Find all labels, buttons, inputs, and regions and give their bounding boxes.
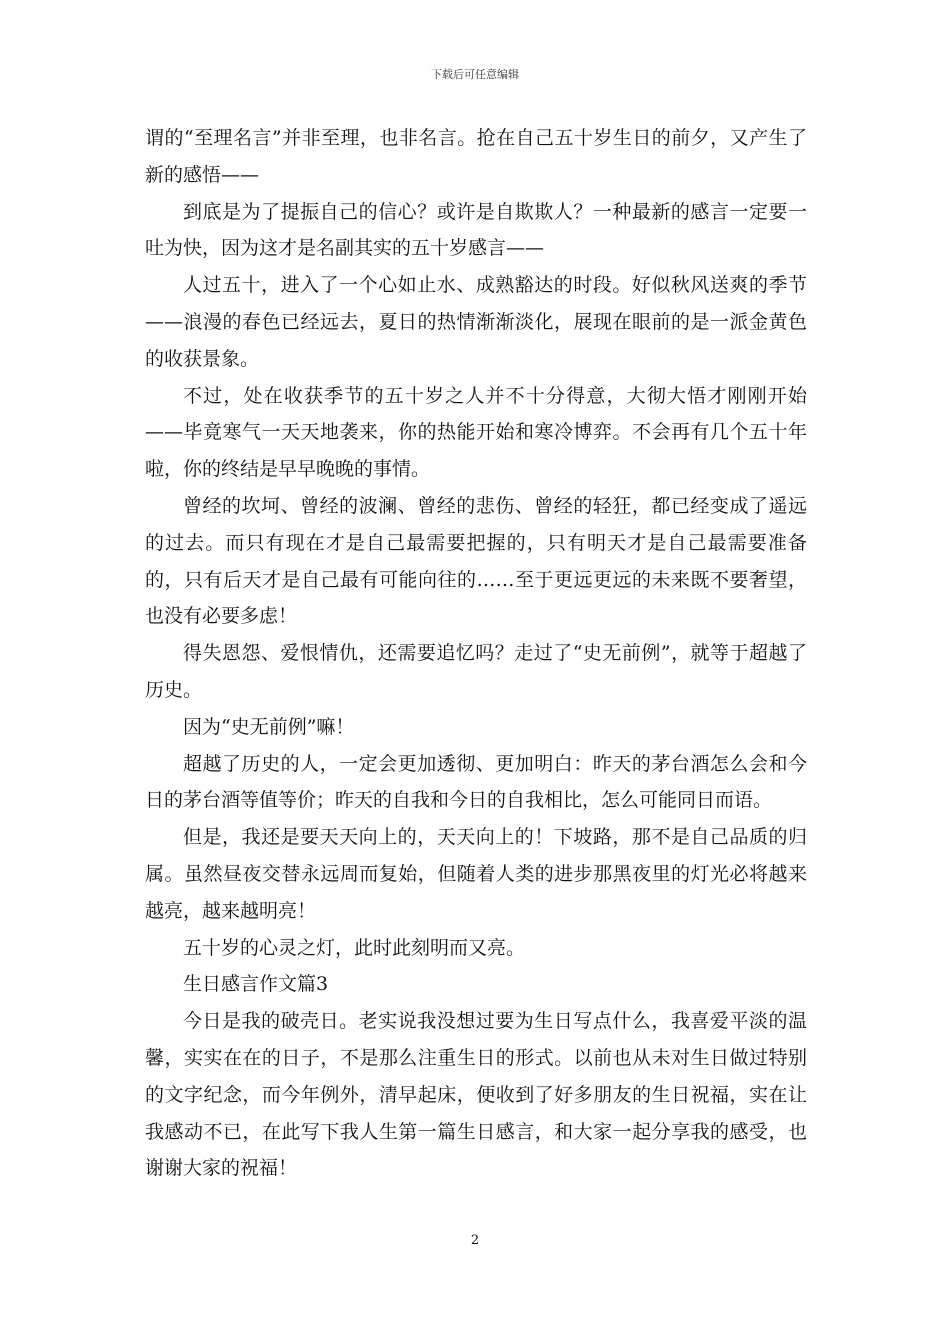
- paragraph: 不过，处在收获季节的五十岁之人并不十分得意，大彻大悟才刚刚开始——毕竟寒气一天天地袭来，你的热能开始和寒冷博弈。不会再有几个五十年啦，你的终结是早早晚晚的事情。: [145, 384, 807, 481]
- section-heading: 生日感言作文篇3: [183, 973, 329, 996]
- document-body: [145, 120, 807, 1187]
- paragraph: 超越了历史的人，一定会更加透彻、更加明白：昨天的茅台酒怎么会和今日的茅台酒等值等价；昨天的自我和今日的自我相比，怎么可能同日而语。: [145, 752, 807, 812]
- paragraph-continuation: 谓的“至理名言”并非至理，也非名言。抢在自己五十岁生日的前夕，又产生了新的感悟——: [145, 127, 807, 186]
- paragraph: 人过五十，进入了一个心如止水、成熟豁达的时段。好似秋风送爽的季节——浪漫的春色已经远去，夏日的热情渐渐淡化，展现在眼前的是一派金黄色的收获景象。: [145, 274, 807, 370]
- paragraph: 到底是为了提振自己的信心？或许是自欺欺人？一种最新的感言一定要一吐为快，因为这才是名副其实的五十岁感言——: [145, 200, 807, 260]
- page-header: 下载后可任意编辑: [431, 68, 519, 81]
- paragraph: 得失恩怨、爱恨情仇，还需要追忆吗？走过了“史无前例”，就等于超越了历史。: [145, 642, 807, 701]
- paragraph: 但是，我还是要天天向上的，天天向上的！下坡路，那不是自己品质的归属。虽然昼夜交替永远周而复始，但随着人类的进步那黑夜里的灯光必将越来越亮，越来越明亮！: [145, 826, 807, 922]
- paragraph: 五十岁的心灵之灯，此时此刻明而又亮。: [183, 936, 526, 959]
- paragraph: 因为“史无前例”嘛！: [183, 715, 355, 738]
- paragraph: 曾经的坎坷、曾经的波澜、曾经的悲伤、曾经的轻狂，都已经变成了遥远的过去。而只有现在才是自己最需要把握的，只有明天才是自己最需要准备的，只有后天才是自己最有可能向往的……至于更远更远的未来既不要奢望，也没有必要多虑！: [145, 494, 807, 628]
- paragraph: 今日是我的破壳日。老实说我没想过要为生日写点什么，我喜爱平淡的温馨，实实在在的日子，不是那么注重生日的形式。以前也从未对生日做过特别的文字纪念，而今年例外，清早起床，便收到了好多朋友的生日祝福，实在让我感动不已，在此写下我人生第一篇生日感言，和大家一起分享我的感受，也谢谢大家的祝福！: [145, 1010, 807, 1180]
- page-number: 2: [470, 1233, 480, 1248]
